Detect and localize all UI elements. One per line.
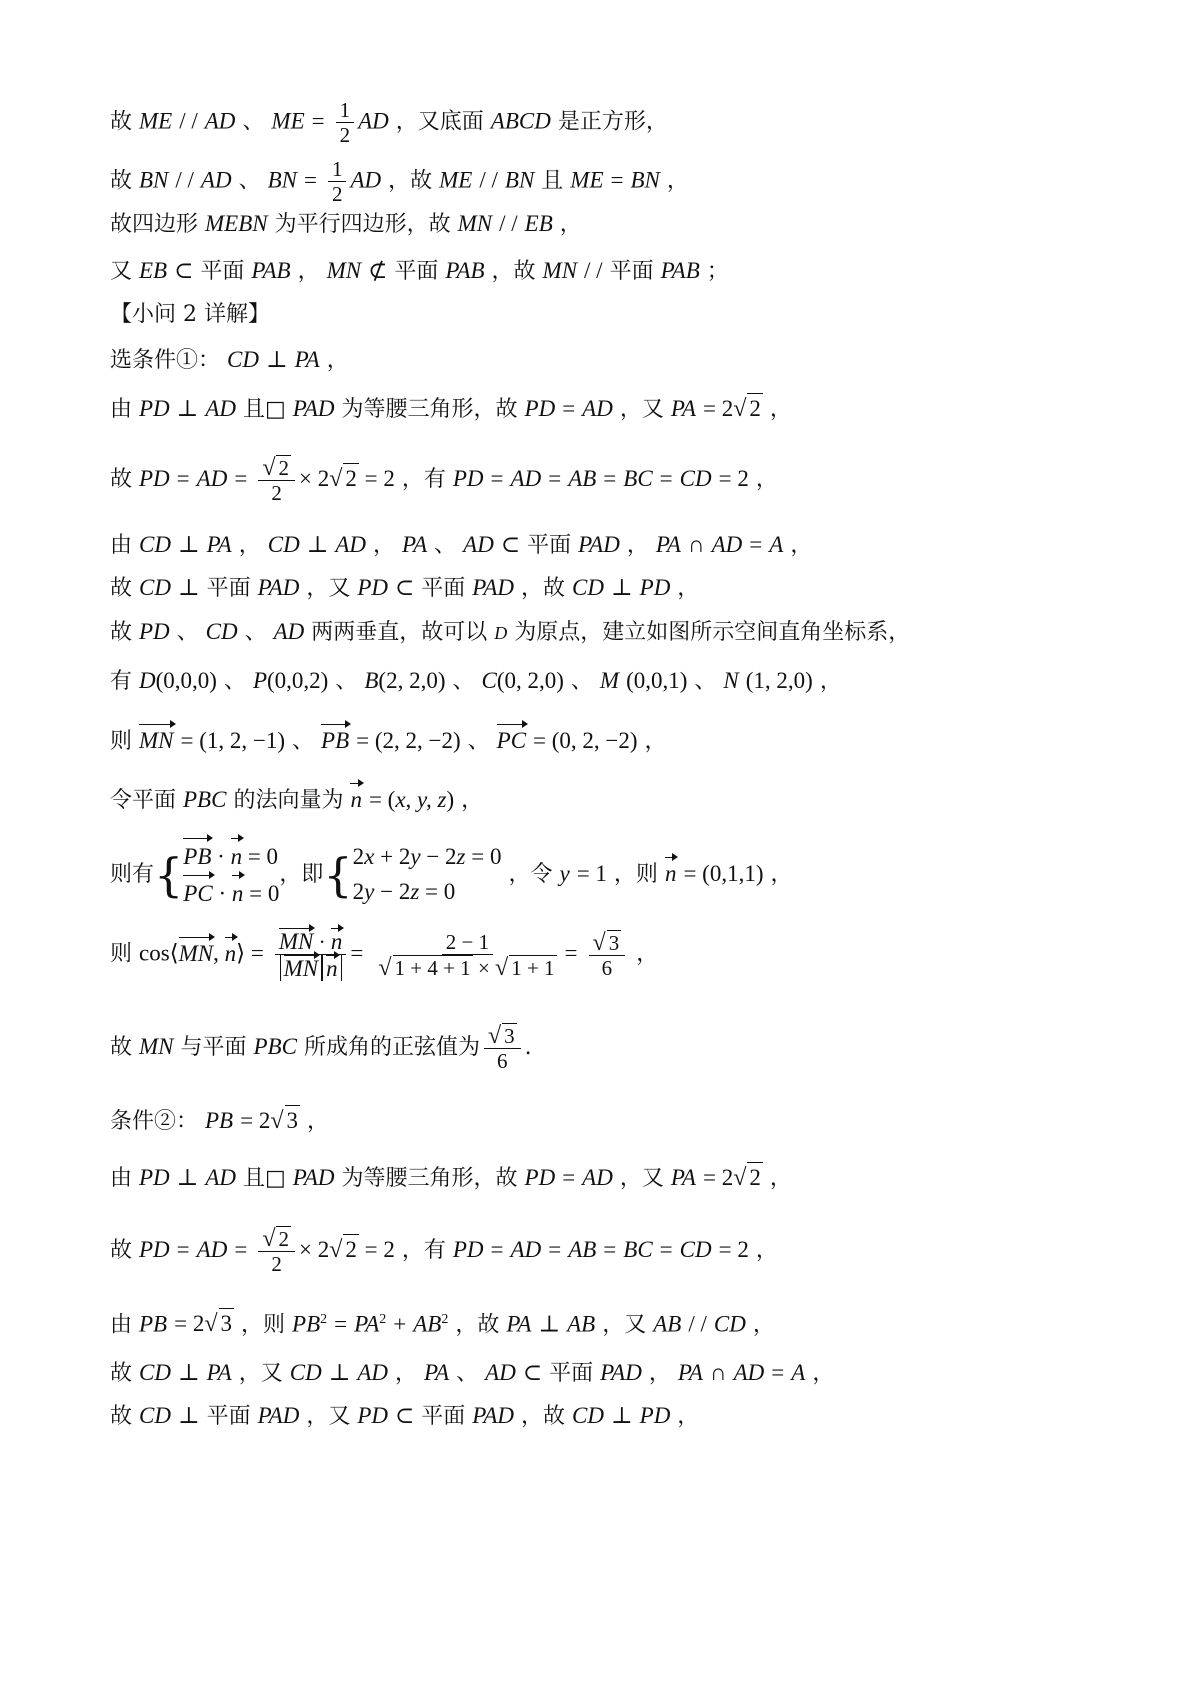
section-heading: 【小问 2 详解】 — [110, 302, 270, 327]
line-10: 故 CD ⊥ 平面 PAD ，又 PD ⊂ 平面 PAD ，故 CD ⊥ PD ， — [110, 575, 700, 601]
line-23: 故 CD ⊥ 平面 PAD ，又 PD ⊂ 平面 PAD ，故 CD ⊥ PD ， — [110, 1403, 700, 1429]
line-18: 条件②： PB = 2√ 3 ， — [110, 1105, 329, 1137]
line-8: 故 PD = AD = $\frac{√ 2}{2}$ × 2√ 2 = 2 ，有 PD = AD = AB = BC = CD = 2 ， — [110, 455, 778, 505]
line-2: 故 BN / / AD 、 BN = $\frac{1}{2}$ AD ，故 ME / / BN 且 ME = BN ， — [110, 157, 689, 206]
line-22: 故 CD ⊥ PA ，又 CD ⊥ AD ， PA 、 AD ⊂ 平面 PAD ， PA ∩ AD = A ， — [110, 1360, 835, 1386]
line-17: 故 MN 与平面 PBC 所成角的正弦值为 $\frac{√ 3}{6}$ . — [110, 1023, 532, 1073]
line-11: 故 PD 、 CD 、 AD 两两垂直，故可以 D 为原点，建立如图所示空间直角坐标系， — [110, 619, 911, 645]
line-6: 选条件①： CD ⊥ PA ， — [110, 347, 349, 373]
line-19: 由 PD ⊥ AD 且□ PAD 为等腰三角形，故 PD = AD ，又 PA = 2√ 2 ， — [110, 1162, 792, 1194]
line-20: 故 PD = AD = $\frac{√ 2}{2}$ × 2√ 2 = 2 ，有 PD = AD = AB = BC = CD = 2 ， — [110, 1226, 778, 1276]
line-21: 由 PB = 2√ 3 ，则 $PB^2 = PA^2 + AB^2$ ，故 PA ⊥ AB ，又 AB / / CD ， — [110, 1305, 775, 1340]
line-9: 由 CD ⊥ PA ， CD ⊥ AD ， PA 、 AD ⊂ 平面 PAD ， PA ∩ AD = A ， — [110, 532, 813, 558]
line-1: 故 ME / / AD 、 ME = $\frac{1}{2}$ AD ，又底面 ABCD 是正方形， — [110, 98, 668, 147]
line-3: 故四边形 MEBN 为平行四边形，故 MN / / EB ， — [110, 211, 582, 237]
line-14: 令平面 PBC 的法向量为 n = (x, y, z) ， — [110, 783, 483, 816]
line-16: 则 cos⟨MN, n⟩ = $\frac{MN \cdot n}{\text{MN n}}$ = $\frac{2 - 1}{√ 1 + 4 + 1 \times √ 1 + 1}$ = $\frac{√ 3}{6}$ ， — [110, 929, 659, 981]
line-4: 又 EB ⊂ 平面 PAB ， MN ⊄ 平面 PAB ，故 MN / / 平面 PAB ； — [110, 258, 729, 284]
line-12: 有 D(0,0,0) 、 P(0,0,2) 、 B(2, 2,0) 、 C(0, 2,0) 、 M (0,0,1) 、 N (1, 2,0) ， — [110, 668, 842, 694]
line-7: 由 PD ⊥ AD 且□ PAD 为等腰三角形，故 PD = AD ，又 PA = 2√ 2 ， — [110, 393, 792, 425]
line-15: 则有{PB · n = 0 PC · n = 0，即{2x + 2y − 2z = 0 2y − 2z = 0 ，令 y = 1 ，则 n = (0,1,1) ， — [110, 838, 792, 912]
line-13: 则 MN = (1, 2, −1) 、 PB = (2, 2, −2) 、 PC = (0, 2, −2) ， — [110, 724, 667, 757]
